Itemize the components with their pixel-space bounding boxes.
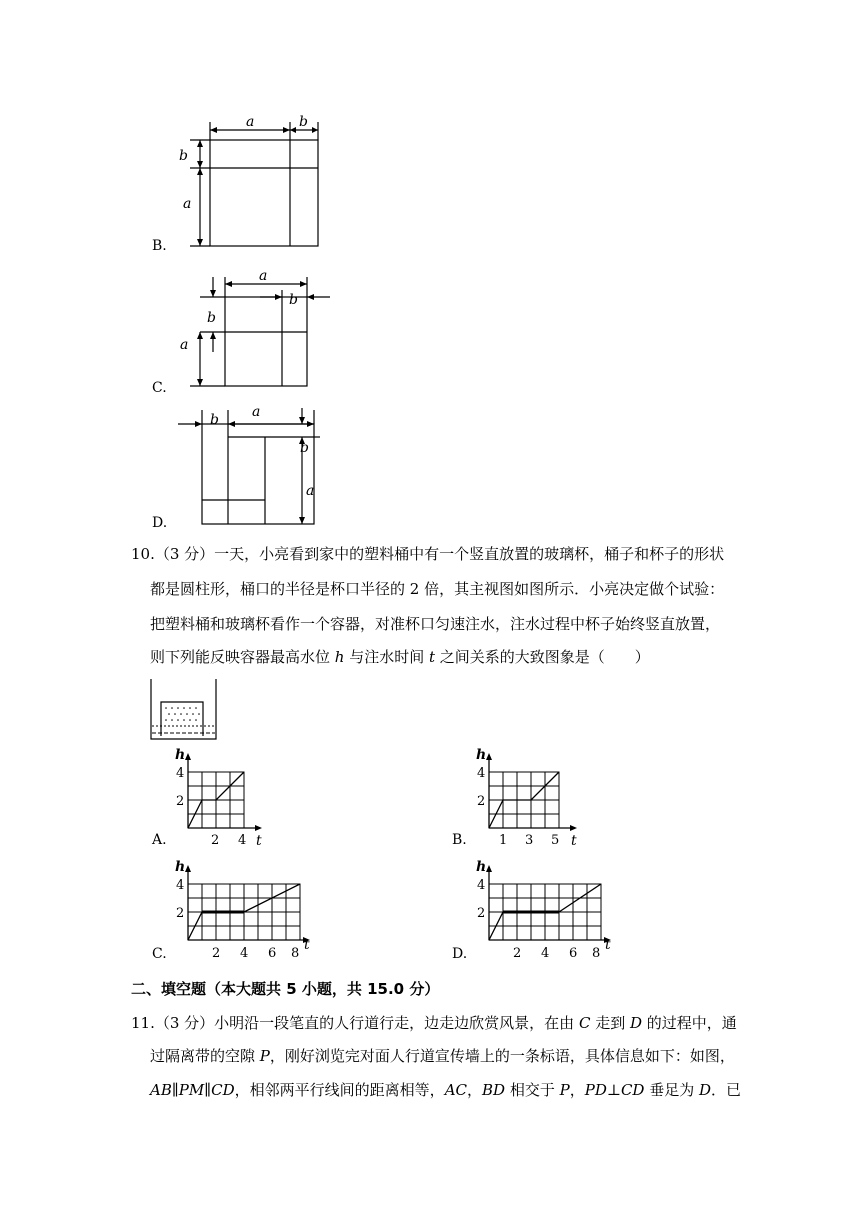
q11-line-1: 11.（3 分）小明沿一段笔直的人行道行走，边走边欣赏风景，在由 C 走到 D 的过程中，通 — [131, 1014, 737, 1032]
option-c-a-left: a — [180, 337, 189, 353]
option-d-label: D. — [152, 515, 168, 531]
graph-c — [168, 857, 313, 965]
option-b-a-top: a — [246, 114, 255, 130]
graph-d-x-tick-2: 2 — [513, 946, 522, 961]
q11-line-2: 过隔离带的空隙 P，刚好浏览完对面人行道宣传墙上的一条标语，具体信息如下：如图， — [150, 1047, 735, 1065]
graph-a — [168, 745, 268, 850]
graph-d-x-tick-6: 6 — [569, 946, 578, 961]
option-c-b-top: b — [289, 292, 298, 308]
graph-c-x-tick-4: 4 — [240, 946, 249, 961]
option-c-b-left: b — [207, 310, 216, 326]
graph-c-y-tick-4: 4 — [176, 878, 185, 893]
section-heading: 二、填空题（本大题共 5 小题，共 15.0 分） — [131, 980, 440, 998]
graph-c-x-tick-6: 6 — [268, 946, 277, 961]
option-d-a-right: a — [306, 483, 315, 499]
option-d-figure — [170, 400, 330, 530]
graph-a-x-tick-4: 4 — [238, 833, 247, 848]
graph-b-y-tick-4: 4 — [477, 766, 486, 781]
graph-a-y-tick-2: 2 — [176, 794, 185, 809]
graph-c-x-tick-2: 2 — [212, 946, 221, 961]
graph-b-x-tick-5: 5 — [551, 833, 560, 848]
graph-c-x-tick-8: 8 — [291, 946, 300, 961]
graph-b-x-tick-1: 1 — [499, 833, 508, 848]
graph-a-y-tick-4: 4 — [176, 766, 185, 781]
graph-b — [469, 745, 584, 850]
graph-b-y-tick-2: 2 — [477, 794, 486, 809]
graph-d-y-tick-2: 2 — [477, 906, 486, 921]
graph-d-y-axis-label: h — [476, 859, 487, 875]
q10-line-4: 则下列能反映容器最高水位 h 与注水时间 t 之间关系的大致图象是（ ） — [150, 648, 650, 666]
option-c-figure — [170, 262, 335, 394]
graph-c-y-tick-2: 2 — [176, 906, 185, 921]
graph-d-x-axis-label: t — [605, 937, 611, 953]
graph-a-x-tick-2: 2 — [211, 833, 220, 848]
option-d-b-top: b — [210, 412, 219, 428]
option-d-a-top: a — [252, 404, 261, 420]
graph-a-x-axis-label: t — [256, 833, 262, 849]
q10-line-1: 10.（3 分）一天，小亮看到家中的塑料桶中有一个竖直放置的玻璃杯，桶子和杯子的形状 — [131, 545, 725, 563]
q10-line-3: 把塑料桶和玻璃杯看作一个容器，对准杯口匀速注水，注水过程中杯子始终竖直放置， — [150, 615, 721, 633]
graph-d-x-tick-4: 4 — [541, 946, 550, 961]
option-b-b-top: b — [299, 114, 308, 130]
graph-b-x-axis-label: t — [571, 833, 577, 849]
graph-b-label: B. — [452, 832, 467, 848]
graph-a-y-axis-label: h — [175, 747, 186, 763]
graph-a-label: A. — [152, 832, 167, 848]
graph-d-label: D. — [452, 946, 468, 962]
graph-d-x-tick-8: 8 — [592, 946, 601, 961]
option-b-a-left: a — [183, 196, 192, 212]
graph-d-y-tick-4: 4 — [477, 878, 486, 893]
graph-c-y-axis-label: h — [175, 859, 186, 875]
option-c-label: C. — [152, 380, 167, 396]
q10-line-2: 都是圆柱形，桶口的半径是杯口半径的 2 倍，其主视图如图所示．小亮决定做个试验： — [150, 580, 725, 598]
bucket-cup-front-view — [150, 678, 218, 740]
option-d-b-right: b — [300, 440, 309, 456]
option-b-figure — [170, 110, 330, 255]
q11-line-3: AB∥PM∥CD，相邻两平行线间的距离相等，AC，BD 相交于 P，PD⊥CD 垂足为 D．已 — [150, 1081, 742, 1099]
graph-b-x-tick-3: 3 — [525, 833, 534, 848]
graph-c-x-axis-label: t — [304, 937, 310, 953]
graph-d — [469, 857, 614, 965]
option-b-label: B. — [152, 238, 167, 254]
graph-c-label: C. — [152, 946, 167, 962]
graph-b-y-axis-label: h — [476, 747, 487, 763]
option-c-a-top: a — [259, 268, 268, 284]
option-b-b-left: b — [179, 148, 188, 164]
